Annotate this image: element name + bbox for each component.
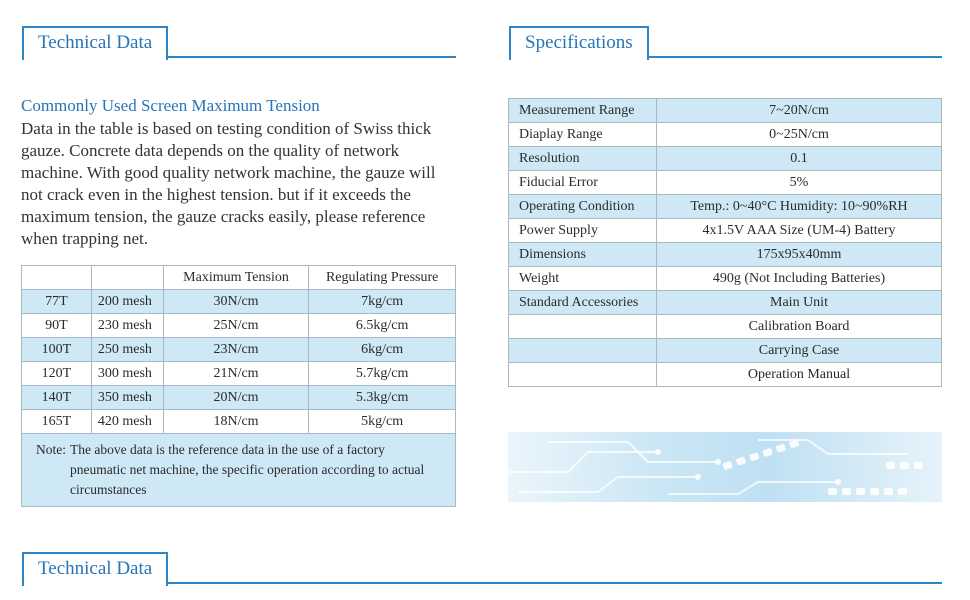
table-cell: 350 mesh	[91, 386, 163, 410]
table-cell: 100T	[22, 338, 92, 362]
spec-key	[509, 363, 657, 387]
table-cell: 18N/cm	[163, 410, 309, 434]
table-row	[509, 363, 942, 387]
spec-value: 4x1.5V AAA Size (UM-4) Battery	[657, 219, 942, 243]
spec-key: Weight	[509, 267, 657, 291]
table-row	[509, 315, 942, 339]
spec-value: 490g (Not Including Batteries)	[657, 267, 942, 291]
table-cell: 250 mesh	[91, 338, 163, 362]
table-cell: 6.5kg/cm	[309, 314, 456, 338]
spec-key: Diaplay Range	[509, 123, 657, 147]
table-row	[509, 267, 942, 291]
tension-table	[21, 265, 456, 507]
spec-value: Carrying Case	[657, 339, 942, 363]
table-cell: 6kg/cm	[309, 338, 456, 362]
spec-value: 0~25N/cm	[657, 123, 942, 147]
spec-key: Standard Accessories	[509, 291, 657, 315]
header-cell: Regulating Pressure	[309, 266, 456, 290]
table-row	[22, 362, 456, 386]
table-row	[509, 243, 942, 267]
table-cell: 30N/cm	[163, 290, 309, 314]
spec-key	[509, 315, 657, 339]
spec-key: Measurement Range	[509, 99, 657, 123]
table-cell: 230 mesh	[91, 314, 163, 338]
table-row	[509, 99, 942, 123]
table-cell: 140T	[22, 386, 92, 410]
table-row	[22, 386, 456, 410]
table-row	[22, 410, 456, 434]
section-title: Specifications	[509, 26, 649, 60]
specifications-heading	[509, 26, 942, 64]
intro-body: Data in the table is based on testing condition of Swiss thick gauze. Concrete data depends on the quality of network machine. With good quality network machine, the gauze will not crack even in the highest tension. but if it exceeds the maximum tension, the gauze cracks easily, please reference when trapping net.	[21, 119, 436, 248]
table-row	[509, 339, 942, 363]
spec-key: Fiducial Error	[509, 171, 657, 195]
section-title: Technical Data	[22, 26, 168, 60]
note-label: Note:	[36, 442, 66, 457]
spec-value: 7~20N/cm	[657, 99, 942, 123]
table-row	[509, 147, 942, 171]
table-row	[509, 123, 942, 147]
table-header-row	[22, 266, 456, 290]
table-cell: 300 mesh	[91, 362, 163, 386]
intro-title: Commonly Used Screen Maximum Tension	[21, 96, 320, 115]
spec-key: Power Supply	[509, 219, 657, 243]
spec-key: Operating Condition	[509, 195, 657, 219]
table-row	[22, 338, 456, 362]
circuit-board-icon	[508, 432, 942, 502]
spec-value: 175x95x40mm	[657, 243, 942, 267]
header-cell	[22, 266, 92, 290]
table-cell: 420 mesh	[91, 410, 163, 434]
section-title: Technical Data	[22, 552, 168, 586]
spec-value: Main Unit	[657, 291, 942, 315]
spec-value: 0.1	[657, 147, 942, 171]
table-cell: 21N/cm	[163, 362, 309, 386]
spec-key	[509, 339, 657, 363]
table-note-row	[22, 434, 456, 507]
table-row	[22, 290, 456, 314]
spec-value: Temp.: 0~40°C Humidity: 10~90%RH	[657, 195, 942, 219]
table-cell: 200 mesh	[91, 290, 163, 314]
table-row	[509, 171, 942, 195]
spec-value: Operation Manual	[657, 363, 942, 387]
table-row	[509, 195, 942, 219]
header-cell	[91, 266, 163, 290]
note-text: The above data is the reference data in the use of a factory pneumatic net machine, the specific operation according to actual circumstances	[70, 442, 425, 497]
table-cell: 5.7kg/cm	[309, 362, 456, 386]
table-cell: 7kg/cm	[309, 290, 456, 314]
spec-key: Resolution	[509, 147, 657, 171]
spec-value: 5%	[657, 171, 942, 195]
table-cell: 165T	[22, 410, 92, 434]
technical-data-heading	[22, 26, 456, 64]
table-cell: 5.3kg/cm	[309, 386, 456, 410]
spec-value: Calibration Board	[657, 315, 942, 339]
table-cell: 20N/cm	[163, 386, 309, 410]
table-cell: 120T	[22, 362, 92, 386]
technical-data-heading-bottom	[22, 552, 942, 590]
table-cell: 25N/cm	[163, 314, 309, 338]
table-cell: 5kg/cm	[309, 410, 456, 434]
specifications-table	[508, 98, 942, 387]
table-cell: 90T	[22, 314, 92, 338]
table-row	[509, 219, 942, 243]
header-cell: Maximum Tension	[163, 266, 309, 290]
circuit-board-banner	[508, 432, 942, 502]
table-cell: 77T	[22, 290, 92, 314]
table-row	[22, 314, 456, 338]
spec-key: Dimensions	[509, 243, 657, 267]
table-cell: 23N/cm	[163, 338, 309, 362]
note-cell	[22, 434, 456, 507]
table-row	[509, 291, 942, 315]
